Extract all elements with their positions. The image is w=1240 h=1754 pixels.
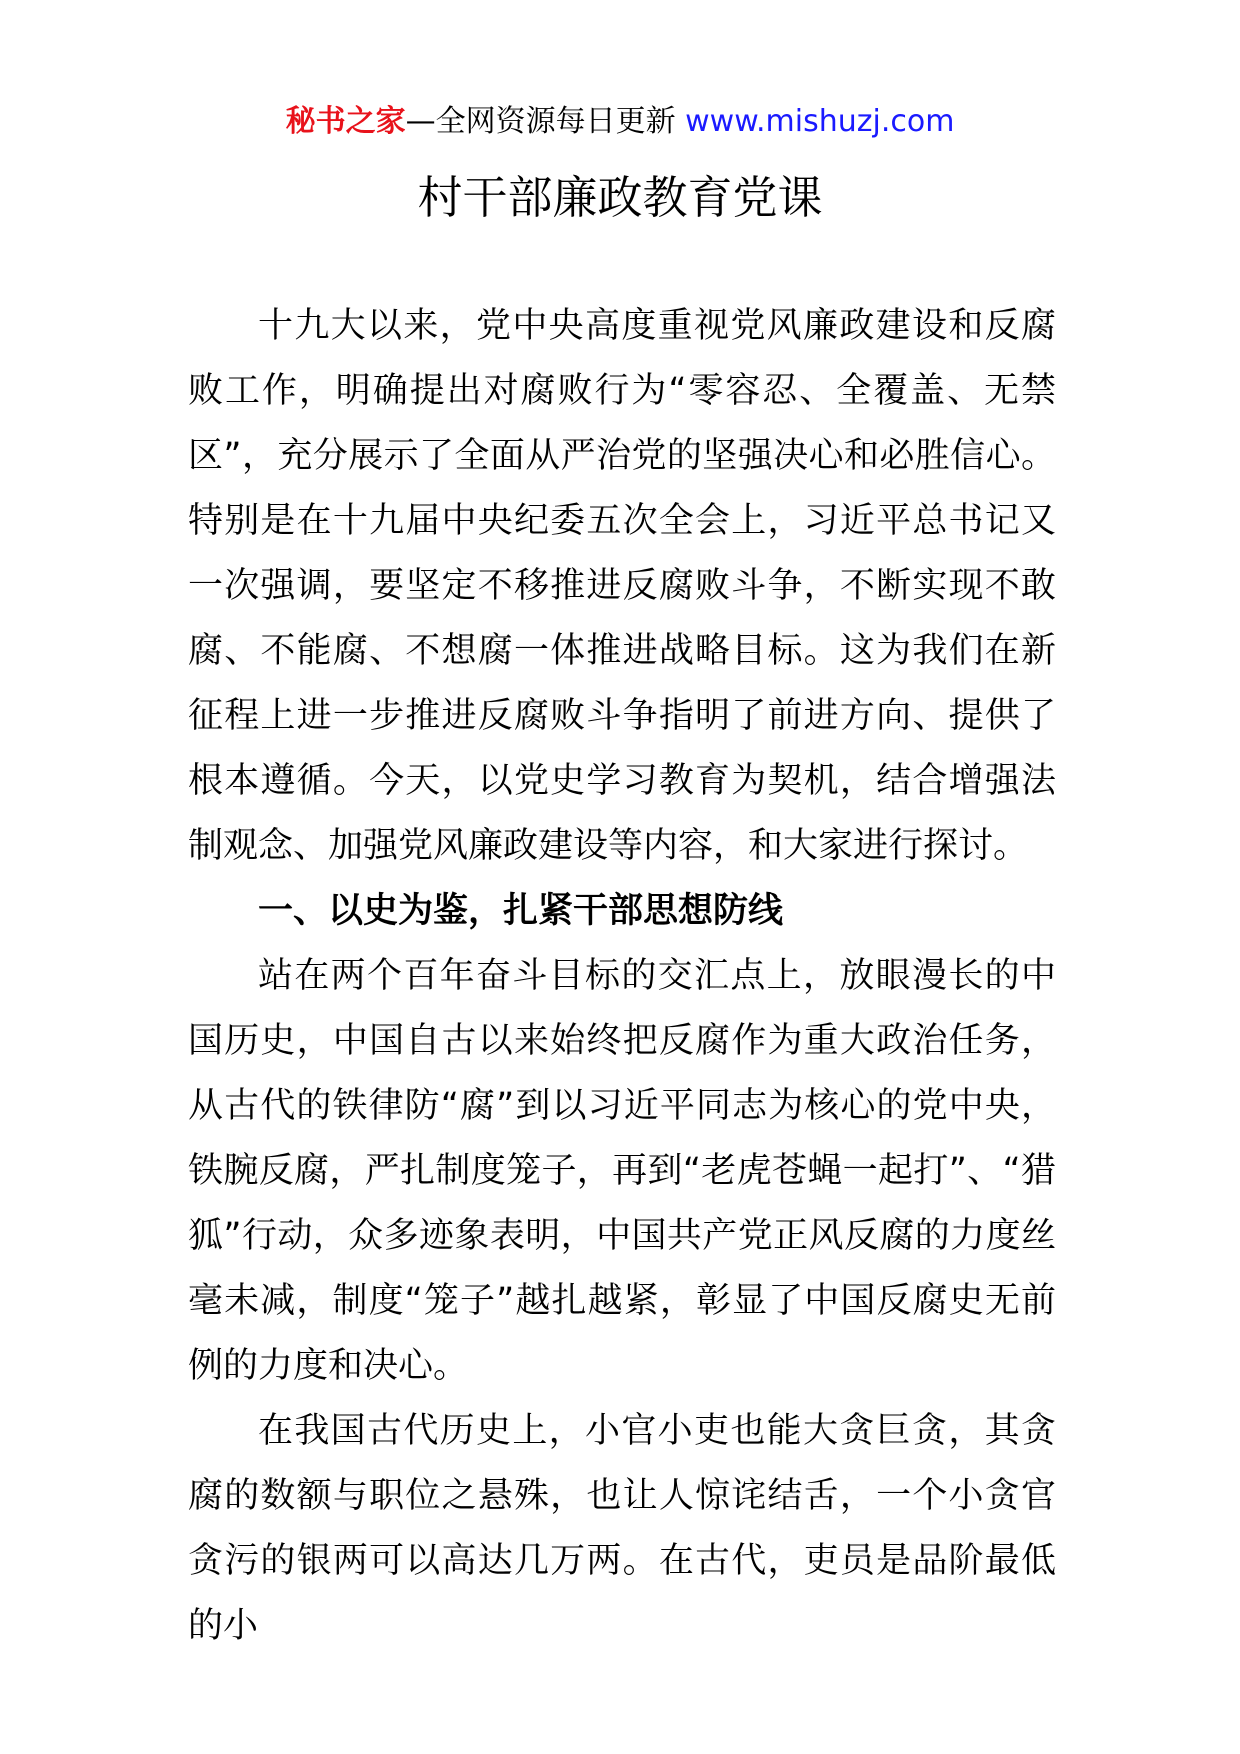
site-url-link[interactable]: www.mishuzj.com [685,104,955,139]
paragraph: 十九大以来，党中央高度重视党风廉政建设和反腐败工作，明确提出对腐败行为“零容忍、全覆盖、无禁区”，充分展示了全面从严治党的坚强决心和必胜信心。特别是在十九届中央纪委五次全会上，习近平总书记又一次强调，要坚定不移推进反腐败斗争，不断实现不敢腐、不能腐、不想腐一体推进战略目标。这为我们在新征程上进一步推进反腐败斗争指明了前进方向、提供了根本遵循。今天，以党史学习教育为契机，结合增强法制观念、加强党风廉政建设等内容，和大家进行探讨。 [188,306,1056,866]
site-brand: 秘书之家 [285,104,406,139]
document-title: 村干部廉政教育党课 [417,171,823,224]
site-tagline: —全网资源每日更新 [405,104,686,139]
site-header [0,100,1240,144]
paragraph: 站在两个百年奋斗目标的交汇点上，放眼漫长的中国历史，中国自古以来始终把反腐作为重大政治任务，从古代的铁律防“腐”到以习近平同志为核心的党中央，铁腕反腐，严扎制度笼子，再到“老虎苍蝇一起打”、“猎狐”行动，众多迹象表明，中国共产党正风反腐的力度丝毫未减，制度“笼子”越扎越紧，彰显了中国反腐史无前例的力度和决心。 [188,956,1056,1386]
section-heading: 一、以史为鉴，扎紧干部思想防线 [258,891,784,931]
paragraph: 在我国古代历史上，小官小吏也能大贪巨贪，其贪腐的数额与职位之悬殊，也让人惊诧结舌，一个小贪官贪污的银两可以高达几万两。在古代，吏员是品阶最低的小 [188,1411,1056,1646]
document-body [188,294,1056,1659]
